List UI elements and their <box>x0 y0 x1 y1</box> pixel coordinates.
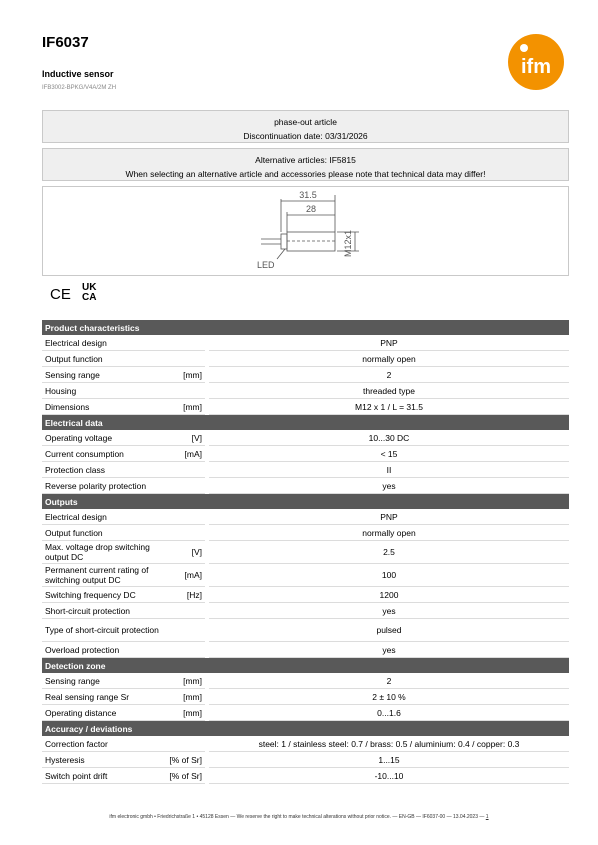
alternative-warning: When selecting an alternative article and accessories please note that technical data may differ! <box>125 169 486 179</box>
spec-value: 0...1.6 <box>209 705 569 721</box>
spec-row <box>42 399 569 415</box>
spec-label: Operating distance <box>42 705 163 721</box>
spec-value: < 15 <box>209 446 569 462</box>
spec-label: Protection class <box>42 462 163 478</box>
spec-unit: [mm] <box>163 673 205 689</box>
spec-value: II <box>209 462 569 478</box>
spec-label: Current consumption <box>42 446 163 462</box>
spec-unit: [Hz] <box>163 587 205 603</box>
section-title: Accuracy / deviations <box>42 721 569 737</box>
spec-value: threaded type <box>209 383 569 399</box>
dimension-drawing <box>42 186 569 276</box>
spec-row <box>42 509 569 525</box>
spec-row <box>42 587 569 603</box>
page-number: 1 <box>485 814 489 820</box>
led-label: LED <box>257 260 275 270</box>
ukca-mark-bottom: CA <box>82 292 97 303</box>
section-title: Detection zone <box>42 658 569 674</box>
dim-total: 31.5 <box>299 190 317 200</box>
spec-unit: [mm] <box>163 689 205 705</box>
spec-value: normally open <box>209 525 569 541</box>
section-header <box>42 721 569 737</box>
section-title: Outputs <box>42 494 569 510</box>
spec-row <box>42 541 569 564</box>
spec-row <box>42 619 569 642</box>
spec-unit: [mm] <box>163 367 205 383</box>
section-title: Product characteristics <box>42 320 569 335</box>
spec-label: Output function <box>42 525 163 541</box>
product-code: IFB3002-BPKG/V4A/2M ZH <box>42 85 117 91</box>
spec-value: PNP <box>209 335 569 351</box>
footer <box>0 814 598 820</box>
spec-unit <box>163 642 205 658</box>
phase-out-label: phase-out article <box>274 117 337 127</box>
spec-row <box>42 478 569 494</box>
spec-label: Reverse polarity protection <box>42 478 163 494</box>
spec-value: M12 x 1 / L = 31.5 <box>209 399 569 415</box>
spec-row <box>42 705 569 721</box>
spec-value: 2 ± 10 % <box>209 689 569 705</box>
spec-value: 1...15 <box>209 752 569 768</box>
page-title: IF6037 <box>42 34 89 51</box>
spec-unit <box>163 478 205 494</box>
spec-label: Dimensions <box>42 399 163 415</box>
spec-row <box>42 603 569 619</box>
phase-out-notice <box>42 110 569 143</box>
alternative-notice <box>42 148 569 181</box>
spec-label: Type of short-circuit protection <box>42 619 163 642</box>
section-header <box>42 320 569 335</box>
spec-row <box>42 367 569 383</box>
spec-value: 1200 <box>209 587 569 603</box>
spec-label: Real sensing range Sr <box>42 689 163 705</box>
section-title: Electrical data <box>42 415 569 431</box>
spec-row <box>42 383 569 399</box>
spec-row <box>42 462 569 478</box>
section-header <box>42 415 569 431</box>
spec-value: yes <box>209 642 569 658</box>
spec-value: pulsed <box>209 619 569 642</box>
spec-row <box>42 564 569 587</box>
spec-unit <box>163 351 205 367</box>
spec-unit: [mA] <box>163 446 205 462</box>
spec-row <box>42 351 569 367</box>
spec-label: Correction factor <box>42 736 163 752</box>
product-subtitle: Inductive sensor <box>42 69 114 79</box>
spec-label: Short-circuit protection <box>42 603 163 619</box>
spec-value: PNP <box>209 509 569 525</box>
spec-row <box>42 752 569 768</box>
spec-label: Electrical design <box>42 335 163 351</box>
section-header <box>42 658 569 674</box>
spec-value: 2.5 <box>209 541 569 564</box>
spec-label: Max. voltage drop switching output DC <box>42 541 163 564</box>
spec-value: 2 <box>209 367 569 383</box>
spec-label: Sensing range <box>42 367 163 383</box>
spec-unit: [V] <box>163 541 205 564</box>
spec-value: steel: 1 / stainless steel: 0.7 / brass: 0.5 / aluminium: 0.4 / copper: 0.3 <box>209 736 569 752</box>
spec-label: Output function <box>42 351 163 367</box>
spec-unit: [mA] <box>163 564 205 587</box>
spec-unit <box>163 335 205 351</box>
spec-value: yes <box>209 478 569 494</box>
spec-label: Operating voltage <box>42 430 163 446</box>
spec-row <box>42 335 569 351</box>
spec-label: Switching frequency DC <box>42 587 163 603</box>
spec-row <box>42 430 569 446</box>
sensor-drawing <box>43 187 568 275</box>
spec-label: Hysteresis <box>42 752 163 768</box>
spec-label: Permanent current rating of switching output DC <box>42 564 163 587</box>
spec-unit <box>163 603 205 619</box>
spec-label: Sensing range <box>42 673 163 689</box>
dim-thread: M12x1 <box>343 229 353 257</box>
ifm-logo <box>508 34 564 90</box>
spec-row <box>42 642 569 658</box>
spec-row <box>42 673 569 689</box>
spec-row <box>42 689 569 705</box>
spec-unit <box>163 509 205 525</box>
spec-unit <box>163 525 205 541</box>
spec-value: yes <box>209 603 569 619</box>
spec-unit: [% of Sr] <box>163 768 205 784</box>
spec-unit: [mm] <box>163 705 205 721</box>
spec-unit: [% of Sr] <box>163 752 205 768</box>
spec-row <box>42 446 569 462</box>
section-header <box>42 494 569 510</box>
spec-value: 2 <box>209 673 569 689</box>
spec-row <box>42 768 569 784</box>
spec-value: -10...10 <box>209 768 569 784</box>
spec-label: Switch point drift <box>42 768 163 784</box>
spec-unit <box>163 383 205 399</box>
spec-label: Housing <box>42 383 163 399</box>
spec-value: 10...30 DC <box>209 430 569 446</box>
logo-text: ifm <box>521 56 551 78</box>
spec-table <box>42 320 569 784</box>
spec-unit: [mm] <box>163 399 205 415</box>
dim-body: 28 <box>305 204 317 214</box>
spec-unit <box>163 619 205 642</box>
spec-row <box>42 736 569 752</box>
spec-value: 100 <box>209 564 569 587</box>
footer-text: ifm electronic gmbh • Friedrichstraße 1 • 45128 Essen — We reserve the right to make technical alterations without prior notice. — EN-GB — IF6037-00 — 13.04.2023 — <box>109 814 485 820</box>
spec-value: normally open <box>209 351 569 367</box>
discontinuation-date: Discontinuation date: 03/31/2026 <box>243 131 368 141</box>
ce-mark: CE <box>50 286 71 303</box>
alternative-articles: Alternative articles: IF5815 <box>255 155 356 165</box>
spec-label: Electrical design <box>42 509 163 525</box>
spec-unit: [V] <box>163 430 205 446</box>
ukca-mark-top: UK <box>82 282 97 293</box>
spec-unit <box>163 462 205 478</box>
spec-row <box>42 525 569 541</box>
spec-unit <box>163 736 205 752</box>
spec-label: Overload protection <box>42 642 163 658</box>
